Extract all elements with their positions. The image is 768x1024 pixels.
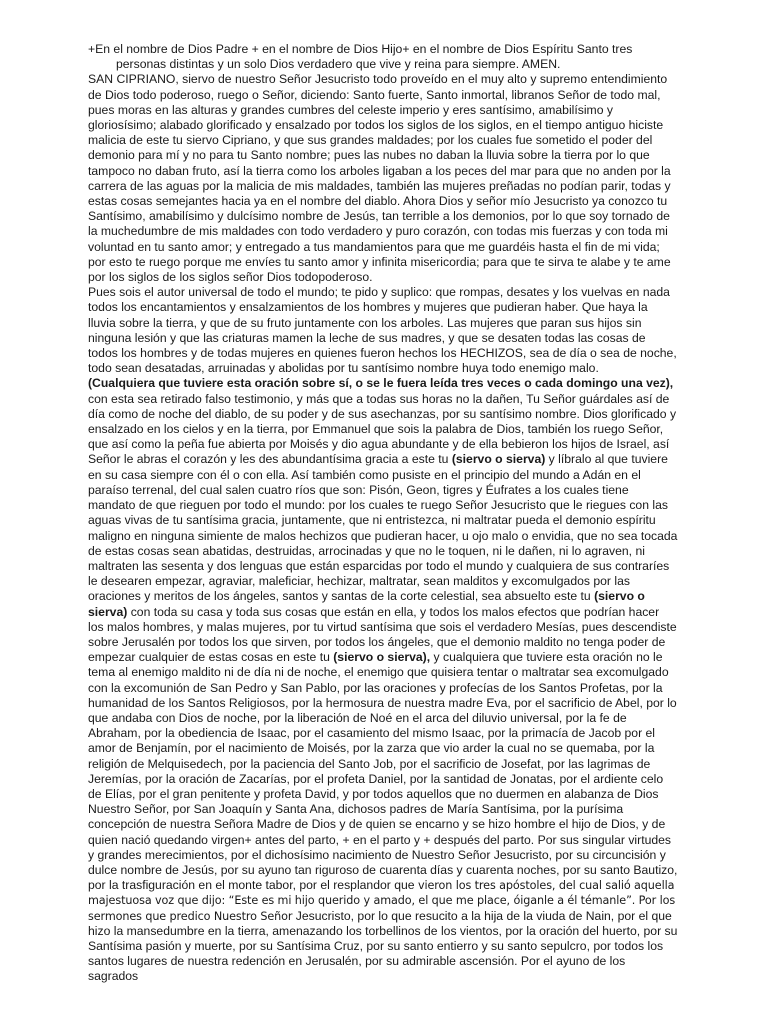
document-body — [88, 42, 678, 985]
paragraph-3-text-1: con esta sea retirado falso testimonio, y más que a todas sus horas no la dañen, Tu Señor guárdales así de día como de noche del diablo, de su poder y de sus asechanzas, por su santísimo nombre. Dios glorificado y ensalzado en los cielos y en la tierra, por Emmanuel que sois la palabra de Dios, también los ruego Señor, que así como la peña fue abierta por Moisés y dio agua abundante y de ella bebieron los hijos de Israel, así Señor le abras el corazón y les des abundantísima gracia a este tu — [88, 391, 677, 467]
bold-siervo-3: (siervo o sierva), — [333, 650, 431, 665]
paragraph-3-text-3: con toda su casa y toda sus cosas que están en ella, y todos los malos efectos que podrían hacer los malos hombres, y malas mujeres, por tu virtud santísima que sois el verdadero Mesías, pues descendiste sobre Jerusalén por todos los que sirven, por todos los ángeles, que el demonio maldito no tenga poder de empezar cualquier de estas cosas en este tu — [88, 604, 677, 665]
opening-line-2: personas distintas y un solo Dios verdadero que vive y reina para siempre. AMEN. — [116, 57, 561, 72]
bold-instruction: (Cualquiera que tuviere esta oración sobre sí, o se le fuera leída tres veces o cada domingo una vez), — [88, 376, 674, 391]
bold-siervo-1: (siervo o sierva) — [451, 452, 546, 467]
paragraph-3 — [88, 376, 678, 984]
opening-invocation — [88, 42, 678, 72]
paragraph-3-text-4: y cualquiera que tuviere esta oración no le tema al enemigo maldito ni de día ni de noche, el enemigo que quisiera tentar o maltratar sea excomulgado con la excomunión de San Pedro y San Pablo, por las oraciones y profecías de los Santos Profetas, por la humanidad de los Santos Religiosos, por la hermosura de nuestra madre Eva, por el sacrificio de Abel, por lo que andaba con Dios de noche, por la liberación de Noé en el arca del diluvio universal, por la fe de Abraham, por la obediencia de Isaac, por el casamiento del mismo Isaac, por la primacía de Jacob por el amor de Benjamín, por el nacimiento de Moisés, por la zarza que vio arder la cual no se quemaba, por la religión de Melquisedech, por la paciencia del Santo Job, por el sacrificio de Josefat, por las lagrimas de Jeremías, por la oración de Zacarías, por el profeta Daniel, por la santidad de Jonatas, por el ardiente celo de Elías, por el gran penitente y profeta David, y por todos aquellos que no duermen en alabanza de Dios Nuestro Señor, por San Joaquín y Santa Ana, dichosos padres de María Santísima, por la purísima concepción de nuestra Señora Madre de Dios y de quien se encarno y se hizo hombre el hijo de Dios, y de quien nació quedando virgen+ antes del parto, + en el parto y + después del parto. Por sus singular virtudes y grandes merecimientos, por el dichosísimo nacimiento de Nuestro Señor Jesucristo, por su circuncisión y dulce nombre de Jesús, por su ayuno tan riguroso de cuarenta días y cuarenta noches, por su santo Bautizo, por la trasfiguración en el monte tabor, por el resplandor que — [88, 650, 678, 893]
paragraph-1: SAN CIPRIANO, siervo de nuestro Señor Jesucristo todo proveído en el muy alto y supremo entendimiento de Dios todo poderoso, ruego o Señor, diciendo: Santo fuerte, Santo inmortal, libranos Señor de todo mal, pues moras en las alturas y grandes cumbres del celeste imperio y eres santísimo, amabilísimo y gloriosísimo; alabado glorificado y ensalzado por todos los siglos de los siglos, en el tiempo antiguo hiciste malicia de este tu siervo Cipriano, y que sus grandes maldades; por los cuales fue sometido el poder del demonio para mí y no para tu Santo nombre; pues las nubes no daban la lluvia sobre la tierra por lo que tampoco no daban fruto, así la tierra como los arboles ligaban a los peces del mar para que no anden por la carrera de las aguas por la malicia de mis maldades, también las mujeres preñadas no podían parir, todas y estas cosas semejantes hacia ya en el nombre del diablo. Ahora Dios y señor mío Jesucristo ya conozco tu Santísimo, amabilísimo y dulcísimo nombre de Jesús, tan terrible a los demonios, por lo que soy tornado de la muchedumbre de mis maldades con todo verdadero y puro corazón, con todas mis fuerzas y con toda mi voluntad en tu santo amor; y entregado a tus mandamientos para que me guardéis hasta el fin de mi vida; por esto te ruego porque me envíes tu santo amor y infinita misericordia; para que te sirva te alabe y te ame por los siglos de los siglos señor Dios todopoderoso. — [88, 72, 671, 285]
bold-siervo-2: (siervo o sierva) — [88, 589, 645, 619]
opening-line-1: +En el nombre de Dios Padre + en el nombre de Dios Hijo+ en el nombre de Dios Espíritu Santo tres — [88, 42, 633, 56]
paragraph-3-narrow-text: vieron los tres apóstoles, del cual salió aquella majestuosa voz que dijo: “Este es mi hijo querido y amado, el que me place, óiganle a él témanle”. Por los sermones que predico Nuestro Señor — [88, 879, 676, 923]
paragraph-3-text-5: Jesucristo, por lo que resucito a la hija de la viuda de Nain, por el que hizo la mansedumbre en la tierra, amenazando los torbellinos de los vientos, por la oración del huerto, por su Santísima pasión y muerte, por su Santísima Cruz, por su santo entierro y su santo sepulcro, por todos los santos lugares de nuestra redención en Jerusalén, por su admirable ascensión. Por el ayuno de los sagrados — [88, 908, 678, 984]
paragraph-2: Pues sois el autor universal de todo el mundo; te pido y suplico: que rompas, desates y los vuelvas en nada todos los encantamientos y ensalzamientos de los hombres y mujeres que pudieran haber. Que haya la lluvia sobre la tierra, y que de su fruto juntamente con los arboles. Las mujeres que paran sus hijos sin ninguna lesión y que las criaturas mamen la leche de sus madres, y que se desaten todas las cosas de todos los hombres y de todas mujeres en quienes fueron hechos los HECHIZOS, sea de día o sea de noche, todo sean desatadas, arruinadas y abolidas por tu santísimo nombre huya todo enemigo malo. — [88, 285, 677, 376]
paragraph-3-text-2: y líbralo al que tuviere en su casa siempre con él o con ella. Así también como pusiste en el principio del mundo a Adán en el paraíso terrenal, del cual salen cuatro ríos que son: Pisón, Geon, tigres y Éufrates a los cuales tiene mandato de que rieguen por todo el mundo: por los cuales te ruego Señor Jesucristo que le riegues con las aguas vivas de tu santísima gracia, juntamente, que ni entristezca, ni maltratar pueda el demonio espíritu maligno en ninguna simiente de malos hechizos que pudieran hacer, u ojo malo o envidia, que no sea tocada de estas cosas sean abatidas, destruidas, arrocinadas y que no le toquen, ni le dañen, ni lo agraven, ni maltraten las sesenta y dos lenguas que están esparcidas por todo el mundo y cualquiera de sus contraríes le desearen empezar, agraviar, maleficiar, hechizar, maltratar, sean malditos y excomulgados por las oraciones y meritos de los ángeles, santos y santas de la corte celestial, sea absuelto este tu — [88, 452, 678, 604]
